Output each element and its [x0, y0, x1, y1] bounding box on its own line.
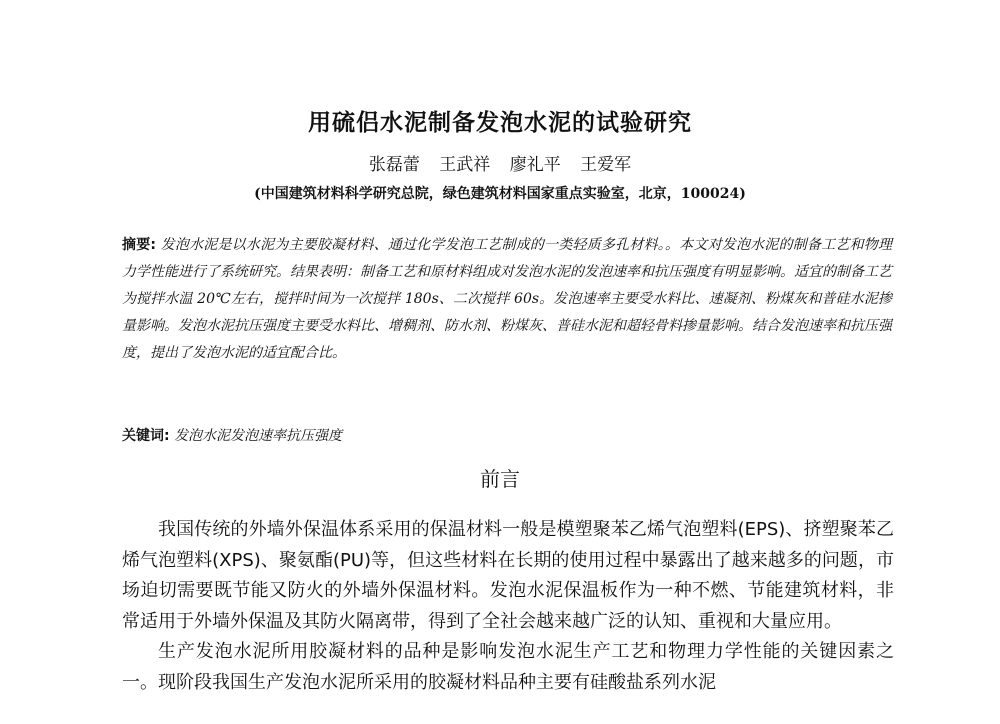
paper-affiliation: (中国建筑材料科学研究总院，绿色建筑材料国家重点实验室，北京，100024)	[254, 186, 746, 202]
keywords-text: 发泡水泥发泡速率抗压强度	[174, 428, 343, 444]
abstract-text: 发泡水泥是以水泥为主要胶凝材料、通过化学发泡工艺制成的一类轻质多孔材料。。本文对发泡水泥的制备工艺和物理力学性能进行了系统研究。结果表明：制备工艺和原材料组成对发泡水泥的发泡速率和抗压强度有明显影响。适宜的制备工艺为搅拌水温 20℃左右，搅拌时间为一次搅拌 180s、二次搅拌 60s。发泡速率主要受水料比、速凝剂、粉煤灰和普硅水泥掺量影响。发泡水泥抗压强度主要受水料比、增稠剂、防水剂、粉煤灰、普硅水泥和超轻骨料掺量影响。结合发泡速率和抗压强度，提出了发泡水泥的适宜配合比。	[122, 237, 892, 361]
abstract-label: 摘要:	[122, 237, 157, 253]
paragraph: 生产发泡水泥所用胶凝材料的品种是影响发泡水泥生产工艺和物理力学性能的关键因素之一。现阶段我国生产发泡水泥所采用的胶凝材料品种主要有硅酸盐系列水泥	[122, 641, 894, 693]
section-title: 前言	[480, 467, 520, 491]
body-text	[122, 515, 894, 698]
abstract	[122, 232, 892, 367]
paragraph: 我国传统的外墙外保温体系采用的保温材料一般是模塑聚苯乙烯气泡塑料(EPS)、挤塑聚苯乙烯气泡塑料(XPS)、聚氨酯(PU)等，但这些材料在长期的使用过程中暴露出了越来越多的问题，市场迫切需要既节能又防火的外墙外保温材料。发泡水泥保温板作为一种不燃、节能建筑材料，非常适用于外墙外保温及其防火隔离带，得到了全社会越来越广泛的认知、重视和大量应用。	[122, 519, 894, 632]
keywords-label: 关键词:	[122, 428, 170, 444]
paper-title: 用硫侣水泥制备发泡水泥的试验研究	[308, 110, 692, 136]
keywords	[122, 424, 892, 448]
paper-authors: 张磊蕾 王武祥 廖礼平 王爱军	[368, 155, 632, 175]
